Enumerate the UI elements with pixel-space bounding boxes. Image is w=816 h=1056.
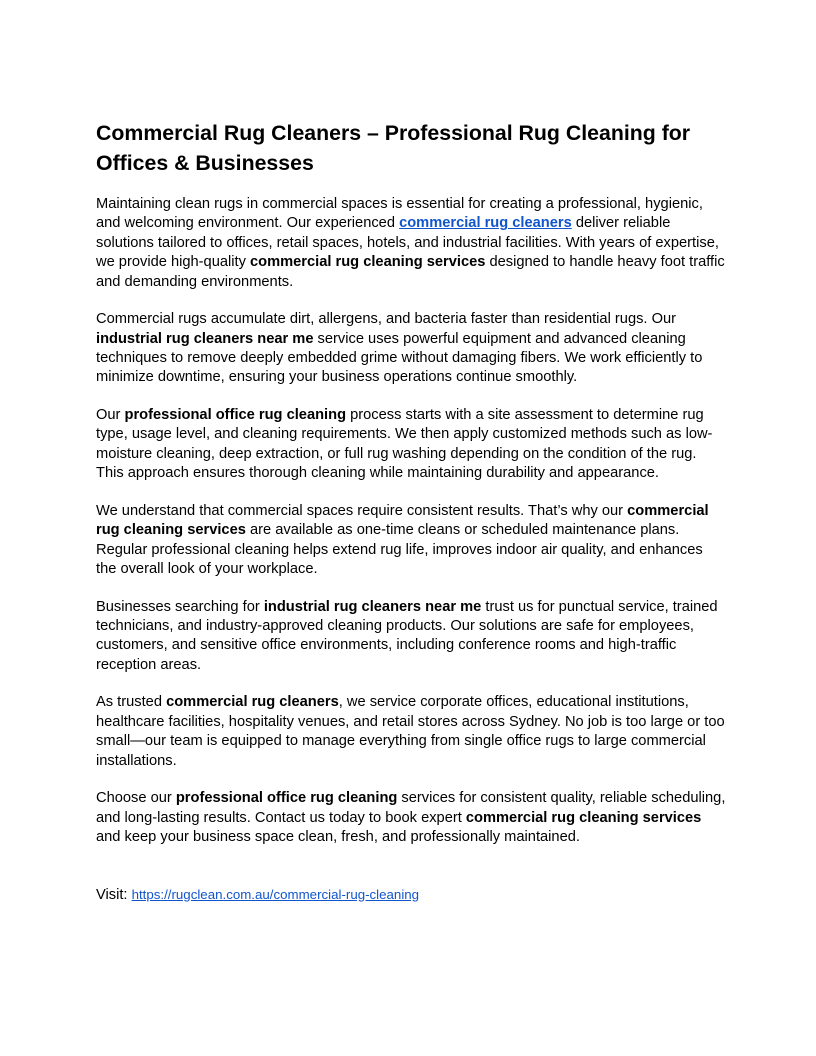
text: Businesses searching for <box>96 598 264 615</box>
paragraph-trusted <box>96 693 726 771</box>
text: , we service corporate offices, educational institutions, healthcare facilities, hospitality venues, and retail stores across Sydney. No job is too large or too small—our team is equipped to manage everything from single office rugs to large commercial installations. <box>96 694 725 769</box>
text: service uses powerful equipment and advanced cleaning techniques to remove deeply embedded grime without damaging fibers. We work efficiently to minimize downtime, ensuring your business operations continue smoothly. <box>96 330 703 386</box>
text: Commercial rugs accumulate dirt, allergens, and bacteria faster than residential rugs. Our <box>96 311 677 328</box>
text: and keep your business space clean, fresh, and professionally maintained. <box>96 829 580 846</box>
bold-keyword: commercial rug cleaners <box>166 694 339 711</box>
bold-keyword: industrial rug cleaners near me <box>263 598 482 615</box>
text: Maintaining clean rugs in commercial spaces is essential for creating a professional, hygienic, and welcoming environment. Our experienced <box>96 196 703 232</box>
text: As trusted <box>96 694 167 711</box>
document-title: Commercial Rug Cleaners – Professional Rug Cleaning for Offices & Businesses <box>96 121 691 175</box>
bold-keyword: professional office rug cleaning <box>124 407 347 424</box>
visit-label: Visit: <box>96 886 132 903</box>
text: trust us for punctual service, trained technicians, and industry-approved cleaning products. Our solutions are safe for employees, customers, and sensitive office environments, including conference rooms and high-traffic reception areas. <box>96 598 718 673</box>
paragraph-intro <box>96 195 726 292</box>
paragraph-accumulate <box>96 310 726 388</box>
visit-url-link[interactable]: https://rugclean.com.au/commercial-rug-cleaning <box>131 886 420 902</box>
bold-keyword: professional office rug cleaning <box>175 790 398 807</box>
text: services for consistent quality, reliable scheduling, and long-lasting results. Contact us today to book expert <box>96 790 726 826</box>
visit-line <box>96 885 726 905</box>
text: deliver reliable solutions tailored to offices, retail spaces, hotels, and industrial facilities. With years of expertise, we provide high-quality <box>96 215 719 271</box>
bold-keyword: industrial rug cleaners near me <box>96 330 314 347</box>
text: Our <box>96 407 125 424</box>
text: designed to handle heavy foot traffic and demanding environments. <box>96 254 725 290</box>
paragraph-process <box>96 406 726 484</box>
text: We understand that commercial spaces require consistent results. That’s why our <box>96 502 628 519</box>
bold-keyword: commercial rug cleaning services <box>249 254 486 271</box>
commercial-rug-cleaners-link[interactable]: commercial rug cleaners <box>399 215 572 232</box>
paragraph-searching <box>96 598 726 676</box>
bold-keyword: commercial rug cleaning services <box>96 502 709 539</box>
text: process starts with a site assessment to determine rug type, usage level, and cleaning requirements. We then apply customized methods such as low-moisture cleaning, deep extraction, or full rug washing depending on the condition of the rug. This approach ensures thorough cleaning while maintaining durability and appearance. <box>96 407 713 482</box>
paragraph-consistent <box>96 502 726 580</box>
text: are available as one-time cleans or scheduled maintenance plans. Regular professional cleaning helps extend rug life, improves indoor air quality, and enhances the overall look of your workplace. <box>96 522 703 578</box>
paragraph-choose <box>96 789 726 847</box>
text: Choose our <box>96 790 176 807</box>
document-page <box>96 118 726 905</box>
bold-keyword: commercial rug cleaning services <box>465 809 702 826</box>
